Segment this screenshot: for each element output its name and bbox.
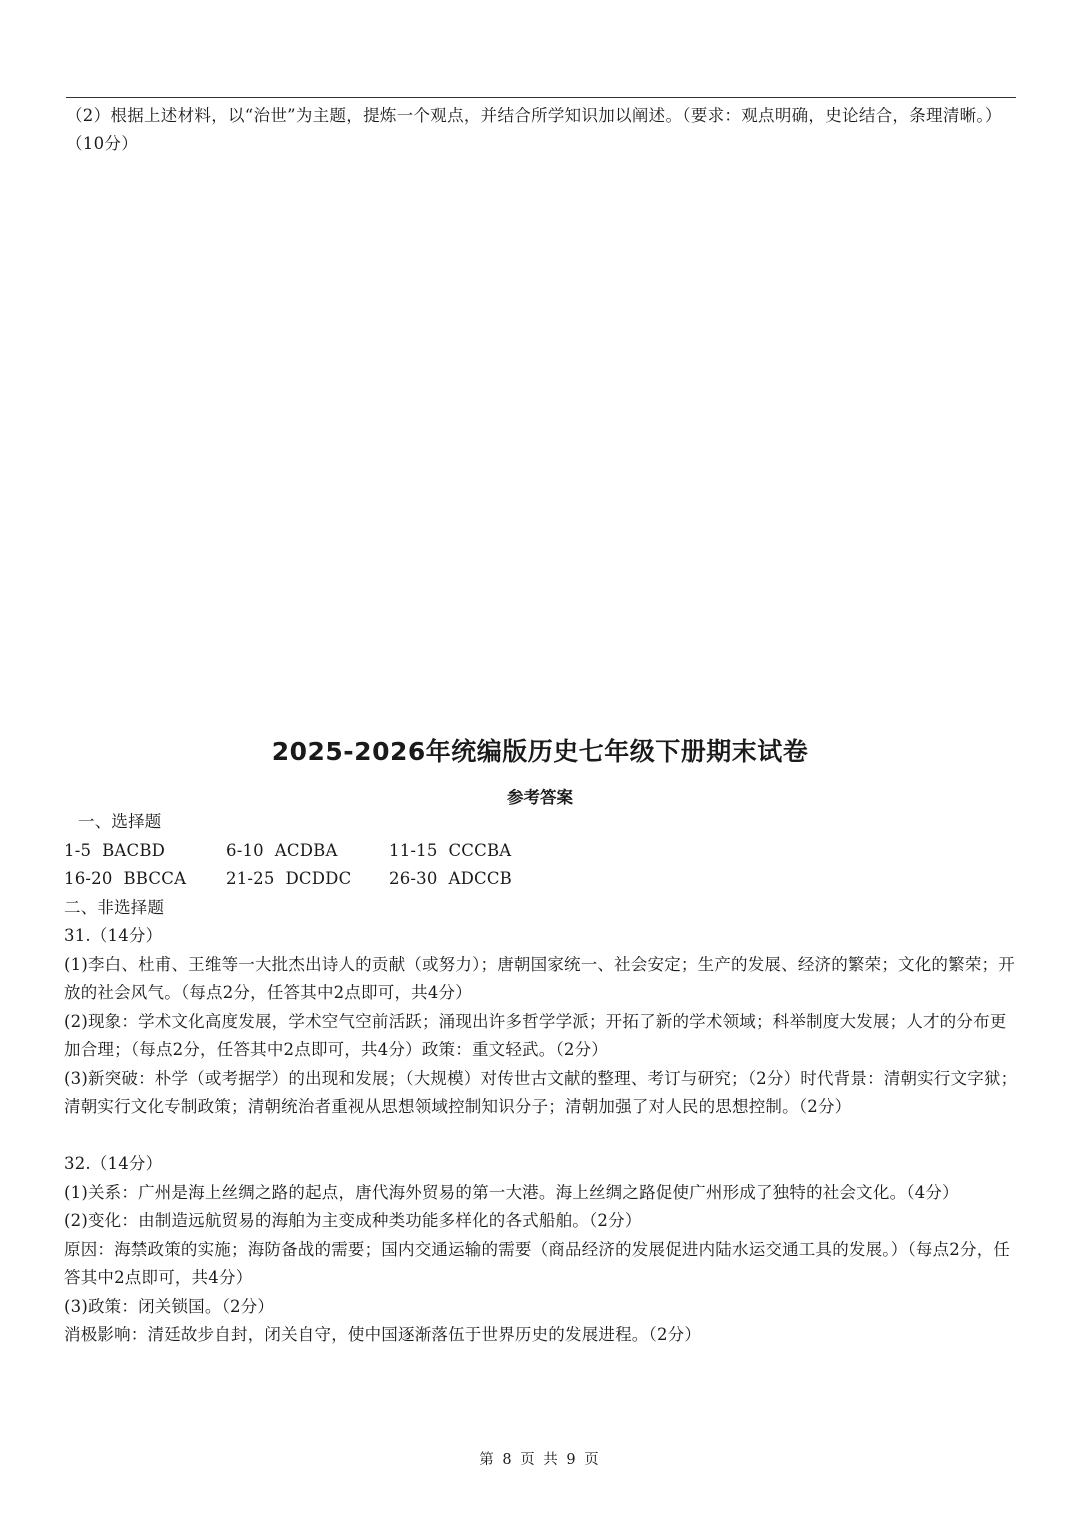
q32-part3: (3)政策：闭关锁国。（2分）	[64, 1296, 275, 1316]
choice-answer-row	[64, 837, 1020, 866]
section-heading-nonchoice: 二、非选择题	[64, 897, 165, 917]
choice-answer-group: 6-10 ACDBA	[226, 840, 338, 860]
q31-heading: 31.（14分）	[64, 926, 163, 945]
exam-title: 2025-2026年统编版历史七年级下册期末试卷	[271, 737, 809, 766]
q31-part1: (1)李白、杜甫、王维等一大批杰出诗人的贡献（或努力）；唐朝国家统一、社会安定；生产的发展、经济的繁荣；文化的繁荣；开放的社会风气。（每点2分，任答其中2点即可，共4分）	[64, 954, 1015, 1002]
choice-answer-row	[64, 865, 1020, 894]
top-divider	[66, 97, 1016, 98]
q32-part1: (1)关系：广州是海上丝绸之路的起点，唐代海外贸易的第一大港。海上丝绸之路促使广州形成了独特的社会文化。（4分）	[64, 1182, 959, 1202]
choice-answer-group: 26-30 ADCCB	[389, 869, 512, 888]
answer-key-subtitle: 参考答案	[507, 788, 573, 807]
question-2-text: （2）根据上述材料，以“治世”为主题，提炼一个观点，并结合所学知识加以阐述。（要求：观点明确，史论结合，条理清晰。）（10分）	[66, 106, 1002, 153]
section-heading-choice: 一、选择题	[78, 812, 162, 831]
q32-negative-impact: 消极影响：清廷故步自封，闭关自守，使中国逐渐落伍于世界历史的发展进程。（2分）	[64, 1325, 702, 1344]
q31-part3: (3)新突破：朴学（或考据学）的出现和发展；（大规模）对传世古文献的整理、考订与研究；（2分）时代背景：清朝实行文字狱；清朝实行文化专制政策；清朝统治者重视从思想领域控制知识分子；清朝加强了对人民的思想控制。（2分）	[64, 1068, 1018, 1116]
choice-answer-group: 11-15 CCCBA	[389, 840, 512, 860]
q32-reasons: 原因：海禁政策的实施；海防备战的需要；国内交通运输的需要（商品经济的发展促进内陆水运交通工具的发展。）（每点2分，任答其中2点即可，共4分）	[64, 1239, 1011, 1287]
spacer	[64, 1122, 1020, 1151]
page-number: 第 8 页 共 9 页	[479, 1452, 601, 1468]
q31-part2: (2)现象：学术文化高度发展，学术空气空前活跃；涌现出许多哲学学派；开拓了新的学术领域；科举制度大发展；人才的分布更加合理；（每点2分，任答其中2点即可，共4分）政策：重文轻武。（2分）	[64, 1011, 1007, 1059]
choice-answer-group: 1-5 BACBD	[64, 840, 166, 860]
q32-heading: 32.（14分）	[64, 1154, 163, 1173]
q32-part2: (2)变化：由制造远航贸易的海舶为主变成种类功能多样化的各式船舶。（2分）	[64, 1211, 642, 1230]
answer-key	[64, 808, 1020, 1350]
choice-answer-group: 16-20 BBCCA	[64, 869, 187, 888]
choice-answer-group: 21-25 DCDDC	[226, 869, 352, 888]
